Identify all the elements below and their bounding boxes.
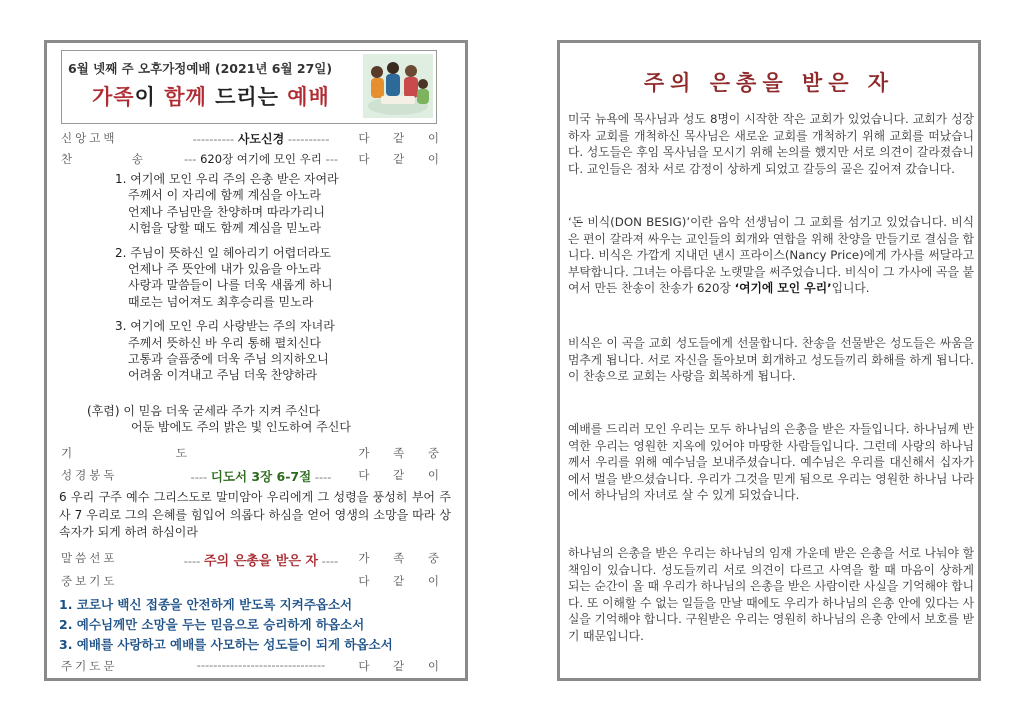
header-box — [61, 50, 437, 124]
sermon-dashes-left: ---- — [183, 554, 201, 568]
lords-prayer-row — [61, 658, 449, 676]
scripture-text: 6 우리 구주 예수 그리스도로 말미암아 우리에게 그 성령을 풍성히 부어 주사 7 우리로 그의 은혜를 힘입어 의롭다 하심을 얻어 영생의 소망을 따라 상속자가 되게 하려 하심이라 — [59, 490, 451, 539]
lords-prayer-dashes: ------------------------------- — [196, 658, 326, 672]
title-part-5: 예배 — [287, 85, 330, 109]
lords-prayer-end: 다 같 이 — [358, 659, 449, 673]
sermon-end: 가 족 중 — [358, 551, 449, 565]
hymn-end: 다 같 이 — [358, 152, 449, 166]
verse-line: 고통과 슬픔중에 더욱 주님 의지하오니 — [128, 352, 329, 367]
sermon-page — [557, 40, 981, 681]
sermon-content-line — [137, 550, 385, 569]
verse-line: 시험을 당할 때도 함께 계심을 믿노라 — [128, 221, 321, 236]
creed-dashes-left: ---------- — [192, 132, 235, 146]
title-part-4: 드리는 — [206, 85, 288, 109]
hymn-label: 찬 송 — [61, 152, 171, 166]
creed-dashes-right: ---------- — [287, 132, 330, 146]
hymn-title-emphasis: ‘여기에 모인 우리’ — [734, 281, 832, 296]
prayer-item: 2. 예수님께만 소망을 두는 믿음으로 승리하게 하옵소서 — [59, 617, 365, 632]
service-title — [92, 81, 330, 111]
verse-line: 주께서 뜻하신 바 우리 통해 펼치신다 — [128, 335, 321, 350]
hymn-verse-2 — [115, 245, 503, 311]
reading-dashes-right: ---- — [314, 470, 332, 484]
verse-line: 3. 여기에 모인 우리 사랑받는 주의 자녀라 — [115, 319, 335, 334]
service-date-line: 6월 넷째 주 오후가정예배 (2021년 6월 27일) — [68, 61, 333, 76]
hymn-chorus-line-2: 어둔 밤에도 주의 밝은 빛 인도하여 주신다 — [131, 420, 351, 434]
intercession-end: 다 같 이 — [358, 574, 449, 588]
hymn-chorus-line-1: (후렴) 이 믿음 더욱 굳세라 주가 지켜 주신다 — [87, 404, 321, 418]
sermon-paragraph-3: 비식은 이 곡을 교회 성도들에게 선물합니다. 찬송을 선물받은 성도들은 싸움을 멈추게 됩니다. 서로 자신을 돌아보며 회개하고 성도들끼리 화해를 하게 됩니다. 이 찬송으로 교회는 사랑을 회복하게 됩니다. — [568, 336, 974, 384]
sermon-paragraph-4: 예배를 드리러 모인 우리는 모두 하나님의 은총을 받은 자들입니다. 하나님께 반역한 우리는 영원한 지옥에 있어야 마땅한 사람들입니다. 그런데 사랑의 하나님께서 우리를 위해 예수님을 보내주셨습니다. 예수님은 우리를 대신해서 십자가에서 벌을 받으셨습니다. 우리가 그것을 믿게 됨으로 우리는 영원한 하나님 나라에서 하나님의 자녀로 살 수 있게 되었습니다. — [568, 422, 974, 503]
hymn-lyrics — [115, 171, 503, 384]
prayer-list — [59, 595, 393, 655]
prayer-item: 1. 코로나 백신 접종을 안전하게 받도록 지켜주옵소서 — [59, 597, 353, 612]
creed-end: 다 같 이 — [358, 131, 449, 145]
prayer-end: 가 족 중 — [358, 446, 449, 460]
creed-row — [61, 130, 449, 148]
creed-content: 사도신경 — [237, 132, 285, 146]
sermon-row — [61, 550, 449, 568]
intercession-label: 중보기도 — [61, 574, 118, 588]
intercession-row — [61, 573, 449, 591]
prayer-label: 기 도 — [61, 446, 237, 460]
verse-line: 어려움 이겨내고 주님 더욱 찬양하라 — [128, 368, 318, 383]
reading-content: 디도서 3장 6-7절 — [210, 469, 312, 484]
verse-line: 언제나 주 뜻안에 내가 있음을 아노라 — [128, 262, 321, 277]
hymn-dashes-left: --- — [183, 152, 197, 166]
verse-line: 언제나 주님만을 찬양하며 따라가리니 — [128, 204, 325, 219]
paragraph-2-end: 입니다. — [831, 281, 870, 296]
prayer-row — [61, 445, 449, 463]
family-illustration — [363, 54, 433, 118]
sermon-dashes-right: ---- — [321, 554, 339, 568]
paragraph-2-text: ‘돈 비식(DON BESIG)’이란 음악 선생님이 그 교회를 섬기고 있었습니다. 비식은 편이 갈라져 싸우는 교인들의 회개와 연합을 위해 찬양을 만들기로 결심을 합니다. 비식은 가깝게 지내던 낸시 프라이스(Nancy Price)에게 가사를 써달라고 부탁합니다. 그녀는 아름다운 노랫말을 써주었습니다. 비식이 그 가사에 곡을 붙여서 만든 찬송이 찬송가 620장 — [568, 215, 974, 296]
lords-prayer-label: 주기도문 — [61, 659, 118, 673]
title-part-2: 이 — [134, 85, 165, 109]
worship-order-page — [44, 40, 468, 681]
reading-end: 다 같 이 — [358, 468, 449, 482]
verse-line: 1. 여기에 모인 우리 주의 은총 받은 자여라 — [115, 172, 339, 186]
title-part-3: 함께 — [164, 85, 207, 109]
sermon-title: 주의 은총을 받은 자 — [203, 554, 319, 569]
verse-line: 사랑과 말씀들이 나를 더욱 새롭게 하니 — [128, 278, 333, 293]
prayer-item: 3. 예배를 사랑하고 예배를 사모하는 성도들이 되게 하옵소서 — [59, 637, 393, 652]
sermon-paragraph-1: 미국 뉴욕에 목사님과 성도 8명이 시작한 작은 교회가 있었습니다. 교회가 성장하자 교회를 개척하신 목사님은 새로운 교회를 개척하기 위해 교회를 떠났습니다. 성도들은 후임 목사님을 모시기 위해 논의를 했지만 서로 의견이 갈라졌습니다. 교인들은 점차 서로 감정이 상하게 되었고 갈등의 골은 깊어져 갔습니다. — [568, 112, 974, 176]
creed-content-line — [137, 130, 385, 147]
reading-row — [61, 467, 449, 485]
reading-dashes-left: ---- — [190, 470, 208, 484]
verse-line: 때로는 넘어져도 최후승리를 믿노라 — [128, 294, 314, 309]
hymn-content: 620장 여기에 모인 우리 — [200, 152, 322, 166]
hymn-verse-3 — [115, 318, 503, 384]
verse-line: 2. 주님이 뜻하신 일 헤아리기 어렵더라도 — [115, 245, 331, 260]
sermon-label: 말씀선포 — [61, 551, 118, 565]
verse-line: 주께서 이 자리에 함께 계심을 아노라 — [128, 188, 321, 203]
reading-content-line — [137, 467, 385, 485]
hymn-dashes-right: --- — [325, 152, 338, 166]
creed-label: 신앙고백 — [61, 131, 118, 145]
hymn-content-line — [137, 151, 385, 167]
sermon-paragraph-2 — [568, 214, 974, 297]
hymn-row — [61, 151, 449, 169]
title-part-1: 가족 — [92, 85, 135, 109]
sermon-paragraph-5: 하나님의 은총을 받은 우리는 하나님의 임재 가운데 받은 은총을 서로 나눠야 할 책임이 있습니다. 성도들끼리 서로 의견이 다르고 사역을 할 때 마음이 상하게 되는 순간이 올 때 우리가 하나님의 은총을 받은 사람이란 사실을 기억해야 합니다. 또 이해할 수 없는 일들을 만날 때에도 우리가 하나님의 은총 안에 있다는 사실을 기억해야 합니다. 구원받은 우리는 영원히 하나님의 은총 안에서 보호를 받기 때문입니다. — [568, 546, 974, 643]
sermon-page-title: 주의 은총을 받은 자 — [643, 71, 895, 95]
reading-label: 성경봉독 — [61, 468, 118, 482]
hymn-verse-1 — [115, 171, 503, 237]
